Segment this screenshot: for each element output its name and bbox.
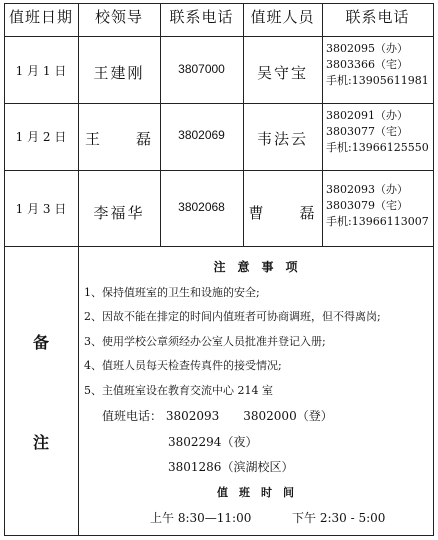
notice-item: 5、主值班室设在教育交流中心 214 室 [84,384,273,397]
header-staff-phone: 联系电话 [345,8,410,26]
duty-phones-line: 3802294（夜） [168,435,258,449]
row-divider [4,103,434,104]
notice-item: 1、保持值班室的卫生和设施的安全; [84,286,260,299]
leader-cell: 王 磊 [84,130,153,148]
header-date: 值班日期 [8,8,73,26]
remarks-label-bottom: 注 [32,433,49,452]
remarks-label-top: 备 [32,333,49,352]
contact-home: 3803366（宅） [326,58,408,71]
duty-phones-line: 值班电话： 3802093 3802000（登） [102,409,333,423]
contact-home: 3803079（宅） [326,199,408,212]
notice-item: 2、因故不能在排定的时间内值班者可协商调班，但不得离岗; [84,310,381,323]
leader-phone-cell: 3802068 [178,200,225,214]
row-divider [4,36,434,37]
leader-phone-cell: 3807000 [178,62,225,76]
notice-item: 4、值班人员每天检查传真件的接受情况; [84,359,282,372]
notice-title: 注 意 事 项 [213,260,298,274]
date-cell: 1 月 3 日 [15,202,67,216]
header-staff: 值班人员 [250,8,315,26]
col-divider [322,3,323,247]
table-border-bottom [4,535,434,536]
row-divider [4,246,434,247]
date-cell: 1 月 1 日 [15,64,67,78]
duty-time-title: 值 班 时 间 [217,486,294,499]
contact-mobile: 手机:13905611981 [326,74,429,87]
contact-office: 3802095（办） [326,42,408,55]
leader-phone-cell: 3802069 [178,128,225,142]
duty-time-pm: 下午 2:30 - 5:00 [292,511,386,525]
header-leader: 校领导 [94,8,143,26]
staff-cell: 曹 磊 [248,204,317,222]
staff-cell: 韦法云 [256,130,308,148]
leader-cell: 王建刚 [93,64,145,82]
header-leader-phone: 联系电话 [169,8,234,26]
leader-cell: 李福华 [93,204,145,222]
staff-cell: 吴守宝 [256,64,308,82]
duty-time-am: 上午 8:30—11:00 [150,511,252,525]
contact-home: 3803077（宅） [326,125,408,138]
contact-mobile: 手机:13966113007 [326,215,429,228]
duty-phones-line: 3801286（滨湖校区） [168,460,294,474]
date-cell: 1 月 2 日 [15,130,67,144]
contact-office: 3802091（办） [326,109,408,122]
row-divider [4,170,434,171]
contact-mobile: 手机:13966125550 [326,141,429,154]
contact-office: 3802093（办） [326,183,408,196]
table-border-right [433,3,434,536]
notice-item: 3、使用学校公章须经办公室人员批准并登记入册; [84,335,326,348]
table-border-top [4,3,434,4]
table-border-left [4,3,5,536]
